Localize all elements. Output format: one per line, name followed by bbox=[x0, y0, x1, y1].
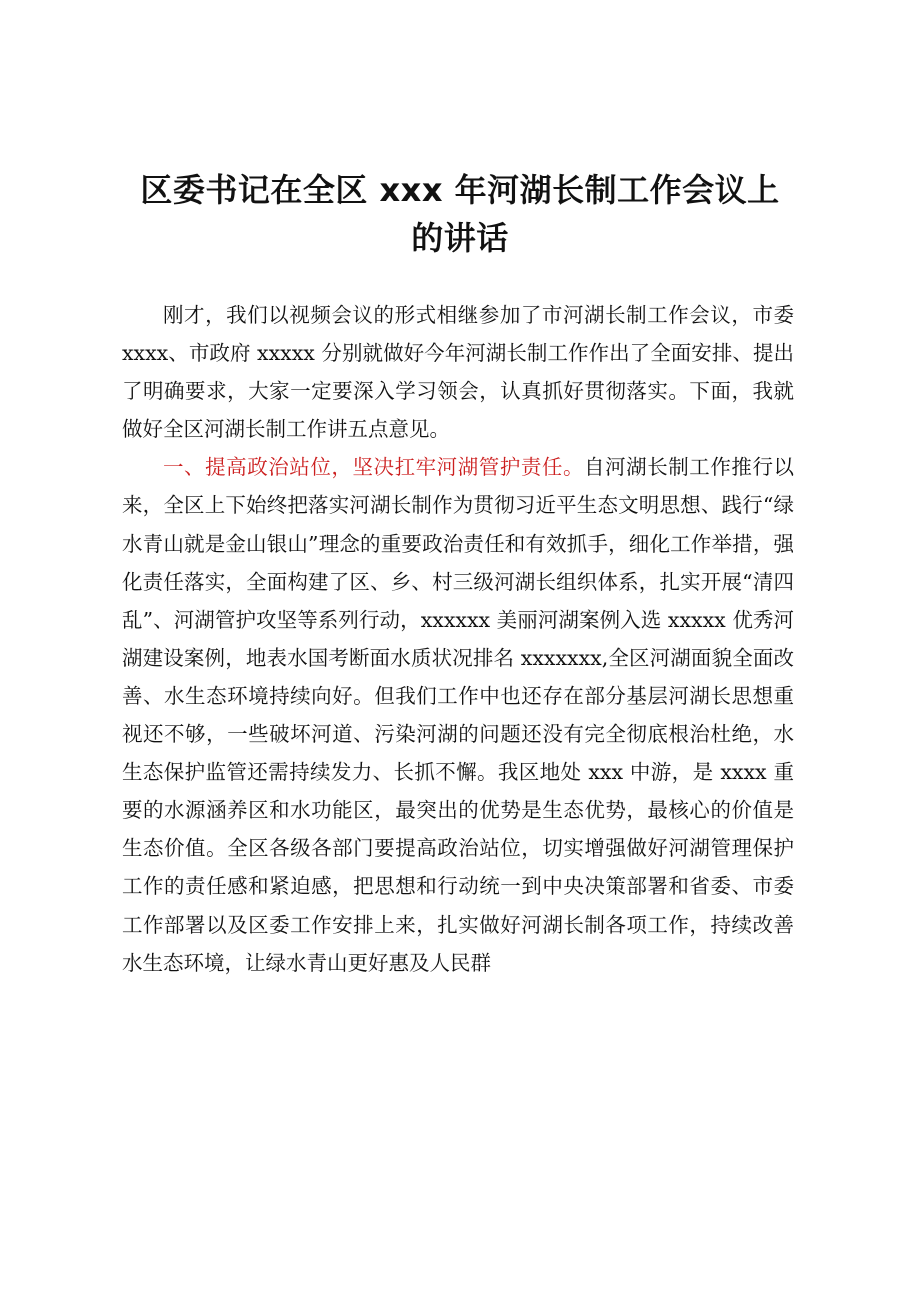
intro-paragraph: 刚才，我们以视频会议的形式相继参加了市河湖长制工作会议，市委 xxxx、市政府 xxxxx 分别就做好今年河湖长制工作作出了全面安排、提出了明确要求，大家一定要深入学习领会，认真抓好贯彻落实。下面，我就做好全区河湖长制工作讲五点意见。 bbox=[122, 303, 794, 442]
title-line-1: 区委书记在全区 xxx 年河湖长制工作会议上 bbox=[140, 171, 780, 209]
document-title bbox=[120, 166, 800, 262]
section-1-paragraph bbox=[122, 448, 794, 981]
section-1-body: 自河湖长制工作推行以来，全区上下始终把落实河湖长制作为贯彻习近平生态文明思想、践行“绿水青山就是金山银山”理念的重要政治责任和有效抓手，细化工作举措，强化责任落实，全面构建了区、乡、村三级河湖长组织体系，扎实开展“清四乱”、河湖管护攻坚等系列行动，xxxxxx 美丽河湖案例入选 xxxxx 优秀河湖建设案例，地表水国考断面水质状况排名 xxxxxxx,全区河湖面貌全面改善、水生态环境持续向好。但我们工作中也还存在部分基层河湖长思想重视还不够，一些破坏河道、污染河湖的问题还没有完全彻底根治杜绝，水生态保护监管还需持续发力、长抓不懈。我区地处 xxx 中游，是 xxxx 重要的水源涵养区和水功能区，最突出的优势是生态优势，最核心的价值是生态价值。全区各级各部门要提高政治站位，切实增强做好河湖管理保护工作的责任感和紧迫感，把思想和行动统一到中央决策部署和省委、市委工作部署以及区委工作安排上来，扎实做好河湖长制各项工作，持续改善水生态环境，让绿水青山更好惠及人民群 bbox=[122, 455, 795, 975]
title-line-2: 的讲话 bbox=[411, 219, 509, 257]
section-1-heading: 一、提高政治站位，坚决扛牢河湖管护责任。 bbox=[163, 455, 585, 480]
document-body bbox=[122, 296, 794, 982]
